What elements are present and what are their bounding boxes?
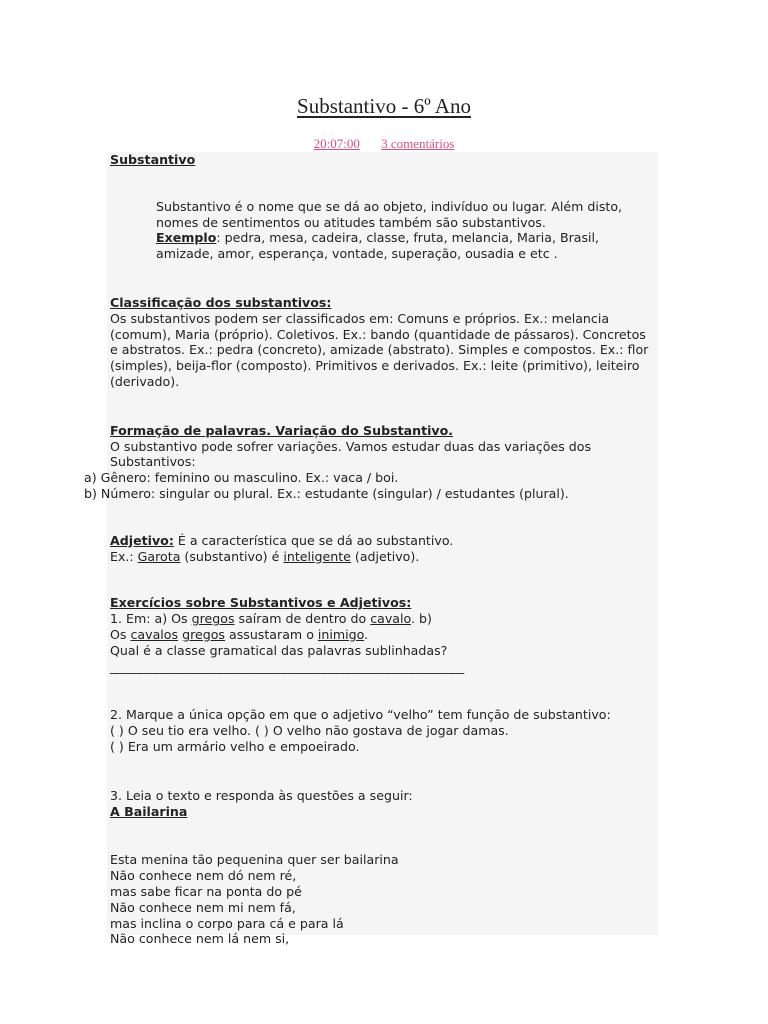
- poem-line: mas sabe ficar na ponta do pé: [110, 883, 302, 899]
- section-heading-classificacao: Classificação dos substantivos:: [110, 294, 332, 310]
- poem-line: mas inclina o corpo para cá e para lá: [110, 915, 344, 931]
- poem-line: Não conhece nem dó nem ré,: [110, 868, 297, 884]
- section-heading-formacao: Formação de palavras. Variação do Substantivo.: [110, 422, 454, 438]
- list-item: a) Gênero: feminino ou masculino. Ex.: vaca / boi.: [84, 470, 399, 486]
- exercise-1-question: Qual é a classe gramatical das palavras sublinhadas?: [110, 642, 448, 658]
- exercise-2-question: 2. Marque a única opção em que o adjetivo “velho” tem função de substantivo:: [110, 707, 611, 723]
- poem-line: Esta menina tão pequenina quer ser bailarina: [110, 852, 399, 868]
- poem-line: Não conhece nem lá nem si,: [110, 931, 290, 947]
- exercise-1-line-1: 1. Em: a) Os gregos saíram de dentro do cavalo. b): [110, 611, 432, 627]
- paragraph-classificacao: Os substantivos podem ser classificados em: Comuns e próprios. Ex.: melancia (comum), Maria (próprio). Coletivos. Ex.: bando (quantidade de pássaros). Concretos e abstratos. Ex.: pedra (concreto), amizade (abstrato). Simples e compostos. Ex.: flor (simples), beija-flor (composto). Primitivos e derivados. Ex.: leite (primitivo), leiteiro (derivado).: [110, 310, 649, 389]
- poem: [110, 852, 655, 947]
- section-heading-exercicios: Exercícios sobre Substantivos e Adjetivos:: [110, 595, 412, 611]
- paragraph-adjetivo-example: Ex.: Garota (substantivo) é inteligente (adjetivo).: [110, 548, 420, 564]
- paragraph-adjetivo: Adjetivo: É a característica que se dá ao substantivo.: [110, 532, 454, 548]
- section-heading-substantivo: Substantivo: [110, 152, 196, 167]
- paragraph-formacao: O substantivo pode sofrer variações. Vamos estudar duas das variações dos Substantivos:: [110, 438, 592, 470]
- exercise-2-option: ( ) Era um armário velho e empoeirado.: [110, 738, 360, 754]
- poem-title: A Bailarina: [110, 803, 188, 819]
- post-meta: [0, 136, 768, 152]
- comments-link[interactable]: 3 comentários: [381, 136, 455, 151]
- poem-line: Não conhece nem mi nem fá,: [110, 899, 296, 915]
- exercise-2-options: ( ) O seu tio era velho. ( ) O velho não gostava de jogar damas.: [110, 723, 509, 739]
- post-title[interactable]: Substantivo - 6º Ano: [297, 94, 471, 118]
- exercise-1-line-2: Os cavalos gregos assustaram o inimigo.: [110, 626, 369, 642]
- section-heading-adjetivo: Adjetivo:: [110, 532, 174, 548]
- list-item: b) Número: singular ou plural. Ex.: estudante (singular) / estudantes (plural).: [84, 485, 569, 501]
- post-timestamp-link[interactable]: 20:07:00: [313, 136, 360, 151]
- paragraph-example: [110, 230, 655, 262]
- example-text: : pedra, mesa, cadeira, classe, fruta, melancia, Maria, Brasil, amizade, amor, esperança, vontade, superação, ousadia e etc .: [156, 230, 600, 262]
- variation-list: [84, 470, 629, 502]
- example-label: Exemplo: [156, 230, 217, 246]
- paragraph-definition: Substantivo é o nome que se dá ao objeto, indivíduo ou lugar. Além disto, nomes de sentimentos ou atitudes também são substantivos.: [156, 198, 623, 230]
- exercise-3-question: 3. Leia o texto e responda às questões a seguir:: [110, 787, 413, 803]
- post-content: [84, 152, 655, 947]
- answer-blank-line: _____________________________________________________________: [110, 658, 464, 674]
